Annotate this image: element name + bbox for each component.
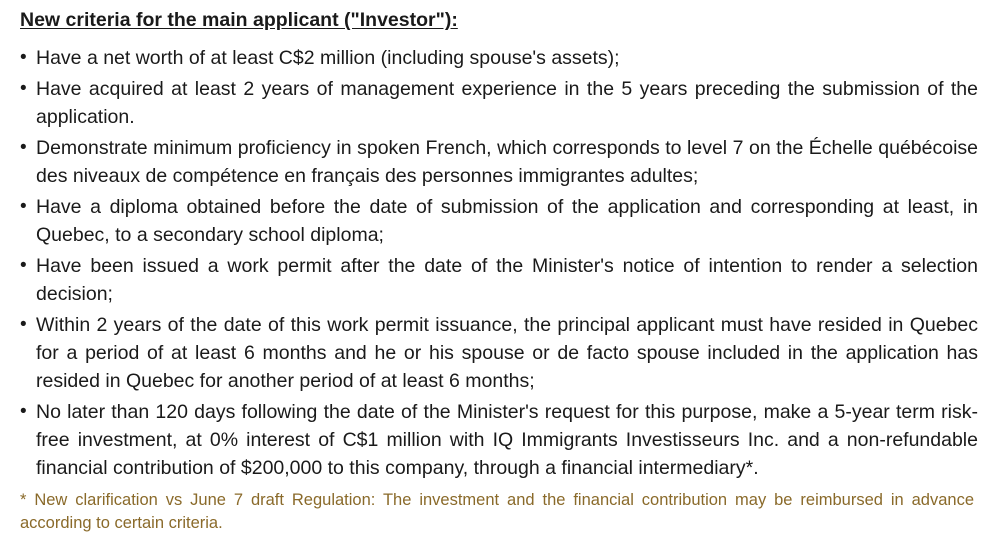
criterion-text: Within 2 years of the date of this work permit issuance, the principal applicant must have resided in Quebec for a period of at least 6 months and he or his spouse or de facto spouse included in the application has resided in Quebec for another period of at least 6 months;	[36, 314, 978, 392]
bullet-icon: •	[20, 401, 27, 422]
footnote: * New clarification vs June 7 draft Regulation: The investment and the financial contribution may be reimbursed in advance according to certain criteria.	[20, 491, 974, 532]
bullet-icon: •	[20, 196, 27, 217]
list-item	[20, 311, 978, 395]
list-item	[20, 44, 978, 72]
criterion-text: Have a diploma obtained before the date of submission of the application and corresponding at least, in Quebec, to a secondary school diploma;	[36, 196, 978, 246]
bullet-icon: •	[20, 255, 27, 276]
list-item	[20, 134, 978, 190]
section-heading: New criteria for the main applicant ("Investor"):	[20, 9, 458, 31]
criterion-text: Demonstrate minimum proficiency in spoken French, which corresponds to level 7 on the Échelle québécoise des niveaux de compétence en français des personnes immigrantes adultes;	[36, 137, 978, 187]
bullet-icon: •	[20, 137, 27, 158]
bullet-icon: •	[20, 314, 27, 335]
list-item	[20, 75, 978, 131]
list-item	[20, 398, 978, 482]
criterion-text: Have been issued a work permit after the date of the Minister's notice of intention to render a selection decision;	[36, 255, 978, 305]
criteria-list	[20, 44, 978, 482]
criterion-text: Have acquired at least 2 years of management experience in the 5 years preceding the submission of the application.	[36, 78, 978, 128]
list-item	[20, 252, 978, 308]
criterion-text: No later than 120 days following the date of the Minister's request for this purpose, make a 5-year term risk-free investment, at 0% interest of C$1 million with IQ Immigrants Investisseurs Inc. and a non-refundable financial contribution of $200,000 to this company, through a financial intermediary*.	[36, 401, 978, 479]
list-item	[20, 193, 978, 249]
bullet-icon: •	[20, 78, 27, 99]
criterion-text: Have a net worth of at least C$2 million (including spouse's assets);	[36, 47, 620, 69]
bullet-icon: •	[20, 47, 27, 68]
